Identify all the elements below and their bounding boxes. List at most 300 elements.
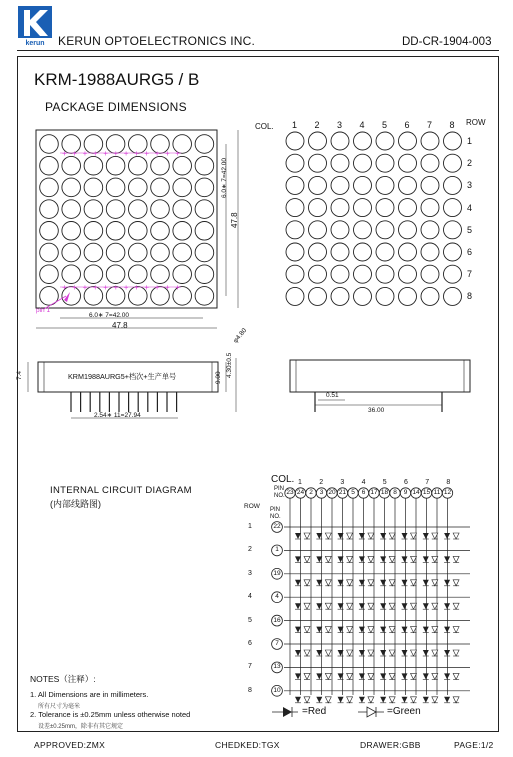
pink-marker: + [72, 149, 77, 158]
drawer: DRAWER:GBB [360, 740, 421, 750]
grid-led [354, 132, 372, 150]
red-diode [359, 556, 365, 562]
red-diode [380, 533, 386, 539]
green-diode [389, 533, 395, 539]
circuit-row-pin: 13 [273, 663, 281, 671]
front-led [106, 222, 125, 241]
red-diode [295, 673, 301, 679]
front-led [106, 243, 125, 262]
grid-col-label: 3 [337, 120, 343, 130]
grid-led [444, 199, 462, 217]
pink-marker: + [113, 149, 119, 158]
front-led [106, 200, 125, 219]
side-view-label: KRM1988AURG5+档次+生产单号 [68, 372, 177, 381]
green-diode [368, 533, 374, 539]
red-diode [423, 673, 429, 679]
grid-led [444, 287, 462, 305]
grid-led [421, 221, 439, 239]
pink-marker: + [154, 149, 160, 158]
grid-col-label: 1 [292, 120, 298, 130]
red-diode [380, 627, 386, 633]
red-diode [444, 556, 450, 562]
red-diode [423, 580, 429, 586]
green-diode [368, 673, 374, 679]
grid-led [376, 154, 394, 172]
grid-led [421, 243, 439, 261]
red-diode [402, 556, 408, 562]
red-diode [423, 556, 429, 562]
grid-led [286, 199, 304, 217]
red-diode [444, 650, 450, 656]
green-diode [411, 673, 417, 679]
grid-row-label: 2 [467, 158, 473, 169]
front-led [40, 265, 59, 284]
grid-led [309, 221, 327, 239]
grid-led [444, 221, 462, 239]
grid-led [376, 132, 394, 150]
green-diode [368, 580, 374, 586]
red-diode [402, 580, 408, 586]
front-led [40, 243, 59, 262]
red-diode [380, 650, 386, 656]
pink-marker: + [72, 283, 77, 292]
pink-marker: + [103, 283, 108, 292]
circuit-col-pin: 20 [328, 489, 336, 496]
note-2-cn: 设差±0.25mm，除非有其它规定 [38, 724, 123, 730]
circuit-col-number: 4 [361, 479, 366, 486]
company-name: KERUN OPTOELECTRONICS INC. [58, 34, 256, 48]
green-diode [389, 697, 395, 703]
front-led [129, 243, 148, 262]
grid-row-label: 8 [467, 291, 473, 302]
red-diode [402, 627, 408, 633]
grid-row-label: 4 [467, 202, 473, 213]
document-number: DD-CR-1904-003 [402, 36, 492, 48]
green-diode [304, 627, 310, 633]
green-diode [347, 627, 353, 633]
red-diode [423, 697, 429, 703]
pin1-marker-label: pin 1 [36, 307, 51, 314]
grid-col-label: 5 [382, 120, 388, 130]
grid-led [376, 287, 394, 305]
green-diode [347, 697, 353, 703]
internal-circuit [272, 488, 470, 717]
red-diode [402, 697, 408, 703]
red-diode [402, 603, 408, 609]
grid-led [331, 132, 349, 150]
red-diode [359, 673, 365, 679]
front-led [129, 178, 148, 197]
green-diode [389, 627, 395, 633]
pin-width-dim: 0.51 [326, 392, 339, 399]
red-diode [295, 603, 301, 609]
note-2: 2. Tolerance is ±0.25mm unless otherwise noted [30, 710, 191, 719]
front-led [195, 222, 214, 241]
circuit-row-pin-word: PIN [270, 507, 281, 513]
red-diode [423, 627, 429, 633]
front-led [62, 265, 81, 284]
green-diode [453, 603, 459, 609]
circuit-col-pin: 15 [422, 489, 431, 496]
front-led [106, 156, 125, 175]
red-diode [295, 627, 301, 633]
front-led [129, 156, 148, 175]
pink-marker: + [123, 283, 129, 292]
green-diode [411, 627, 417, 633]
grid-led [399, 265, 417, 283]
green-diode [304, 533, 310, 539]
circuit-row-number: 3 [248, 569, 252, 577]
pink-marker: + [154, 283, 160, 292]
circuit-col-pin: 24 [296, 489, 305, 496]
legend-red-label: =Red [302, 706, 327, 717]
pink-marker: + [103, 149, 108, 158]
front-led [40, 178, 59, 197]
circuit-row-pin: 10 [273, 686, 281, 694]
red-diode [380, 556, 386, 562]
grid-row-label: 1 [467, 136, 473, 146]
front-led [151, 178, 170, 197]
note-1: 1. All Dimensions are in millimeters. [30, 690, 149, 699]
front-led [84, 222, 103, 241]
circuit-col-pin: 11 [433, 489, 441, 496]
front-led [84, 243, 103, 262]
green-diode [347, 580, 353, 586]
pink-marker: + [92, 283, 98, 292]
red-diode [380, 580, 386, 586]
front-led [151, 156, 170, 175]
front-led [62, 243, 81, 262]
grid-led [444, 154, 462, 172]
grid-row-label: 5 [467, 224, 473, 235]
green-diode [389, 603, 395, 609]
circuit-col-word: COL. [271, 474, 295, 485]
grid-led [309, 287, 327, 305]
green-diode [389, 580, 395, 586]
circuit-col-pin: 23 [286, 489, 294, 496]
green-diode [453, 673, 459, 679]
circuit-col-pin: 17 [370, 489, 378, 496]
front-led [173, 243, 192, 262]
part-number-title: KRM-1988AURG5 / B [34, 70, 200, 89]
grid-led [331, 265, 349, 283]
front-led [84, 156, 103, 175]
pink-marker: + [144, 283, 150, 292]
front-led [106, 178, 125, 197]
circuit-col-pin: 18 [380, 489, 389, 496]
green-diode [347, 556, 353, 562]
front-led [195, 135, 214, 154]
pink-marker: + [134, 283, 139, 292]
circuit-title: INTERNAL CIRCUIT DIAGRAM [50, 485, 192, 496]
grid-led [286, 221, 304, 239]
red-diode [359, 533, 365, 539]
end-body [290, 360, 470, 392]
front-led [195, 243, 214, 262]
red-diode [359, 697, 365, 703]
grid-led [286, 287, 304, 305]
circuit-no-word: NO. [274, 493, 285, 499]
green-diode [368, 627, 374, 633]
red-diode [444, 603, 450, 609]
grid-led [309, 132, 327, 150]
grid-led [354, 176, 372, 194]
grid-led [376, 243, 394, 261]
note-1-cn: 所有尺寸为毫米 [38, 704, 81, 710]
pin-pitch-dim: 2.54∗ 11=27.94 [94, 412, 141, 419]
red-diode [338, 697, 344, 703]
circuit-col-number: 7 [425, 479, 430, 486]
front-led [129, 265, 148, 284]
pink-marker: + [144, 149, 150, 158]
grid-led [331, 176, 349, 194]
grid-led [376, 176, 394, 194]
green-diode [411, 650, 417, 656]
red-diode [359, 603, 365, 609]
pink-marker: + [62, 149, 67, 158]
red-diode [380, 697, 386, 703]
grid-led [354, 243, 372, 261]
green-diode [325, 697, 331, 703]
front-led [62, 200, 81, 219]
front-led [40, 135, 59, 154]
circuit-col-number: 8 [446, 479, 451, 486]
circuit-row-pin: 7 [275, 640, 279, 647]
circuit-row-pin: 19 [273, 569, 281, 577]
grid-led [399, 221, 417, 239]
grid-led [444, 243, 462, 261]
height-dim: 47.8 [230, 212, 239, 228]
grid-led [354, 221, 372, 239]
pink-marker: + [134, 149, 139, 158]
pink-marker: + [123, 149, 129, 158]
legend-green-diode [367, 707, 376, 717]
circuit-row-number: 7 [248, 663, 252, 671]
green-diode [453, 650, 459, 656]
red-diode [402, 650, 408, 656]
circuit-row-pin: 22 [273, 523, 281, 530]
circuit-row-number: 2 [248, 546, 252, 554]
grid-col-label: 4 [359, 120, 365, 130]
green-diode [368, 697, 374, 703]
green-diode [389, 673, 395, 679]
red-diode [402, 533, 408, 539]
red-diode [444, 580, 450, 586]
red-diode [402, 673, 408, 679]
grid-led [354, 265, 372, 283]
grid-led [309, 199, 327, 217]
red-diode [295, 556, 301, 562]
grid-led [331, 287, 349, 305]
grid-led [421, 287, 439, 305]
green-diode [453, 556, 459, 562]
green-diode [347, 650, 353, 656]
grid-led [309, 243, 327, 261]
green-diode [453, 580, 459, 586]
front-led [84, 178, 103, 197]
circuit-col-number: 5 [382, 479, 387, 486]
green-diode [453, 697, 459, 703]
circuit-col-number: 1 [298, 479, 302, 486]
thickness-dim: 7.4 [16, 370, 23, 380]
front-led [40, 222, 59, 241]
green-diode [325, 580, 331, 586]
grid-led [444, 265, 462, 283]
circuit-row-number: 4 [248, 593, 252, 601]
grid-led [286, 132, 304, 150]
green-diode [325, 627, 331, 633]
approved-by: APPROVED:ZMX [34, 740, 106, 750]
green-diode [304, 697, 310, 703]
green-diode [368, 603, 374, 609]
green-diode [347, 533, 353, 539]
pin-length-dim: 4.30±0.5 [226, 352, 233, 378]
width-dim: 47.8 [112, 321, 128, 330]
circuit-row-pin: 1 [275, 546, 279, 554]
green-diode [304, 603, 310, 609]
grid-led [331, 243, 349, 261]
grid-led [354, 199, 372, 217]
circuit-col-number: 2 [319, 479, 324, 486]
grid-row-label: 6 [467, 247, 473, 257]
pink-marker: + [175, 283, 180, 292]
grid-led [399, 199, 417, 217]
grid-led [286, 176, 304, 194]
red-diode [444, 697, 450, 703]
grid-led [286, 243, 304, 261]
pink-marker: + [82, 149, 88, 158]
front-led [40, 156, 59, 175]
grid-led [421, 176, 439, 194]
green-diode [453, 627, 459, 633]
grid-led [399, 287, 417, 305]
package-dimensions-heading: PACKAGE DIMENSIONS [45, 100, 187, 114]
circuit-row-pin: 4 [275, 593, 279, 601]
red-diode [444, 533, 450, 539]
front-led [195, 287, 214, 306]
grid-led [286, 154, 304, 172]
circuit-row-word: ROW [244, 503, 260, 510]
grid-led [399, 243, 417, 261]
front-led [173, 265, 192, 284]
green-diode [411, 697, 417, 703]
front-led [173, 222, 192, 241]
green-diode [432, 697, 438, 703]
grid-led [421, 154, 439, 172]
green-diode [389, 650, 395, 656]
logo-text: kerun [25, 40, 45, 46]
front-led [173, 178, 192, 197]
grid-row-label: 3 [467, 180, 473, 191]
front-led [62, 222, 81, 241]
front-led [84, 200, 103, 219]
green-diode [325, 556, 331, 562]
circuit-row-number: 8 [248, 686, 252, 694]
grid-col-label: 6 [404, 120, 410, 130]
red-diode [423, 533, 429, 539]
side-views [28, 358, 470, 418]
grid-row-word: ROW [466, 118, 486, 127]
circuit-row-number: 6 [248, 640, 252, 647]
row-pitch-dim: 6.0∗ 7=42.00 [221, 158, 228, 198]
pink-marker: + [113, 283, 119, 292]
grid-led [399, 154, 417, 172]
grid-led [354, 287, 372, 305]
green-diode [368, 650, 374, 656]
grid-col-word: COL. [255, 122, 274, 131]
front-led [106, 265, 125, 284]
green-diode [347, 673, 353, 679]
grid-led [331, 154, 349, 172]
circuit-col-pin: 5 [351, 489, 355, 496]
front-led [173, 200, 192, 219]
circuit-col-pin: 21 [338, 489, 347, 496]
front-led [195, 178, 214, 197]
circuit-col-number: 3 [340, 479, 345, 486]
circuit-col-pin: 6 [361, 489, 366, 496]
pink-marker: + [175, 149, 180, 158]
circuit-row-number: 1 [248, 523, 252, 530]
green-diode [389, 556, 395, 562]
red-diode [295, 533, 301, 539]
grid-led [444, 132, 462, 150]
front-led [129, 200, 148, 219]
front-led [151, 200, 170, 219]
legend-red-diode [283, 707, 292, 717]
red-diode [444, 627, 450, 633]
red-diode [359, 627, 365, 633]
green-diode [411, 580, 417, 586]
circuit-col-pin: 9 [403, 489, 408, 496]
green-diode [453, 533, 459, 539]
front-led [84, 265, 103, 284]
notes-title: NOTES（注释）: [30, 674, 96, 684]
green-diode [325, 603, 331, 609]
led-grid-right [286, 132, 462, 305]
grid-led [309, 265, 327, 283]
grid-col-label: 2 [314, 120, 320, 130]
circuit-row-pin: 16 [273, 616, 281, 624]
circuit-pin-word: PIN [274, 486, 285, 492]
grid-led [421, 132, 439, 150]
red-diode [380, 603, 386, 609]
red-diode [380, 673, 386, 679]
grid-led [444, 176, 462, 194]
circuit-row-no-word: NO. [270, 514, 281, 520]
grid-led [354, 154, 372, 172]
grid-led [399, 132, 417, 150]
circuit-col-pin: 12 [443, 489, 452, 496]
front-led [62, 156, 81, 175]
front-led [195, 156, 214, 175]
grid-col-label: 7 [427, 120, 433, 130]
green-diode [347, 603, 353, 609]
grid-col-label: 8 [449, 120, 455, 130]
green-diode [304, 673, 310, 679]
grid-led [399, 176, 417, 194]
grid-led [376, 199, 394, 217]
green-diode [411, 603, 417, 609]
front-led [195, 265, 214, 284]
green-diode [304, 650, 310, 656]
red-diode [295, 650, 301, 656]
green-diode [411, 533, 417, 539]
front-led [151, 265, 170, 284]
grid-led [331, 221, 349, 239]
grid-led [286, 265, 304, 283]
col-pitch-dim: 6.0∗ 7=42.00 [89, 312, 129, 319]
circuit-col-pin: 14 [412, 489, 420, 496]
